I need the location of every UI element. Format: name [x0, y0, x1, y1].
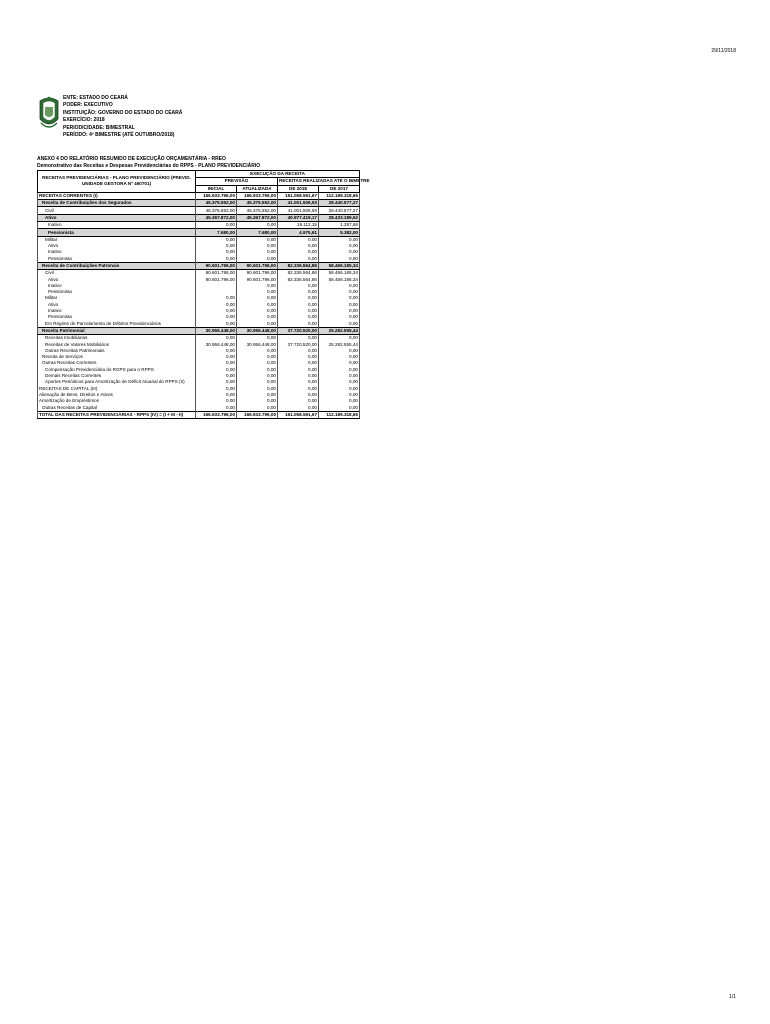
cell-y2018: 0,00: [278, 289, 319, 295]
cell-y2018: 0,00: [278, 386, 319, 392]
table-row: [38, 207, 360, 214]
cell-y2018: 0,00: [278, 308, 319, 314]
cell-inicial: 30.956.448,00: [196, 327, 237, 334]
cell-atualizada: 0,00: [237, 392, 278, 398]
previsao-header: PREVISÃO: [196, 178, 278, 185]
cell-inicial: 90.601.796,00: [196, 276, 237, 282]
periodicidade-label: PERIODICIDADE: BIMESTRAL: [63, 124, 135, 131]
cell-atualizada: 0,00: [237, 289, 278, 295]
row-label: Ativo: [38, 243, 196, 249]
row-label: Pensionista: [38, 289, 196, 295]
cell-atualizada: 45.375.552,00: [237, 200, 278, 207]
cell-inicial: 90.601.796,00: [196, 270, 237, 277]
cell-y2017: 28.440.577,27: [319, 200, 360, 207]
row-label: Ativo: [38, 276, 196, 282]
cell-atualizada: 0,00: [237, 256, 278, 263]
cell-atualizada: 0,00: [237, 308, 278, 314]
cell-y2017: 0,00: [319, 335, 360, 342]
cell-y2018: 0,00: [278, 335, 319, 342]
cell-y2018: 0,00: [278, 295, 319, 301]
cell-y2018: 40.977.419,17: [278, 214, 319, 221]
cell-atualizada: 90.601.796,00: [237, 276, 278, 282]
cell-y2018: 0,00: [278, 249, 319, 255]
col-2017-header: DE 2017: [319, 185, 360, 192]
table-row: [38, 411, 360, 418]
cell-y2017: 0,00: [319, 302, 360, 308]
cell-inicial: 0,00: [196, 379, 237, 385]
cell-atualizada: 0,00: [237, 404, 278, 411]
cell-y2017: 0,00: [319, 379, 360, 385]
cell-inicial: 0,00: [196, 348, 237, 354]
cell-y2017: 0,00: [319, 348, 360, 354]
cell-y2017: 112.189.318,65: [319, 411, 360, 418]
report-header: [63, 95, 182, 139]
cell-y2018: 82.336.564,86: [278, 276, 319, 282]
table-row: [38, 262, 360, 269]
cell-inicial: 0,00: [196, 386, 237, 392]
row-label: Em Regime de Parcelamento de Débitos Previdenciários: [38, 321, 196, 328]
cell-atualizada: 30.956.448,00: [237, 327, 278, 334]
row-label: Receitas de Valores Mobiliários: [38, 341, 196, 347]
cell-atualizada: 0,00: [237, 236, 278, 243]
cell-y2018: 161.058.591,67: [278, 411, 319, 418]
cell-inicial: 0,00: [196, 321, 237, 328]
row-label: Amortização de Empréstimos: [38, 398, 196, 404]
cell-y2017: 0,00: [319, 404, 360, 411]
ente-label: ENTE: ESTADO DO CEARÁ: [63, 95, 128, 101]
cell-y2017: 0,00: [319, 398, 360, 404]
row-label: Aportes Periódicos para Amortização de Déficit Atuarial do RPPS (II): [38, 379, 196, 385]
cell-atualizada: 90.601.796,00: [237, 262, 278, 269]
annex-title: ANEXO 4 DO RELATÓRIO RESUMIDO DE EXECUÇÃO ORÇAMENTÁRIA - RREO: [37, 156, 226, 162]
cell-y2017: 0,00: [319, 295, 360, 301]
cell-y2018: 4.975,61: [278, 229, 319, 236]
row-label: Pensionista: [38, 256, 196, 263]
table-row: [38, 236, 360, 243]
cell-inicial: 0,00: [196, 222, 237, 229]
execucao-header: EXECUÇÃO DA RECEITA: [196, 171, 360, 178]
cell-inicial: 0,00: [196, 360, 237, 366]
cell-y2017: 0,00: [319, 289, 360, 295]
cell-y2018: 0,00: [278, 236, 319, 243]
cell-atualizada: 0,00: [237, 386, 278, 392]
revenue-table: [37, 170, 370, 419]
cell-atualizada: 0,00: [237, 398, 278, 404]
cell-atualizada: 7.680,00: [237, 229, 278, 236]
row-label: RECEITAS CORRENTES (I): [38, 192, 196, 199]
demonstrativo-title: Demonstrativo das Receitas e Despesas Previdenciárias do RPPS - PLANO PREVIDENCIÁRIO: [37, 163, 261, 169]
cell-y2017: 25.282.555,44: [319, 327, 360, 334]
cell-y2018: 0,00: [278, 283, 319, 289]
cell-atualizada: 45.367.872,00: [237, 214, 278, 221]
table-row: [38, 270, 360, 277]
cell-y2017: 0,00: [319, 321, 360, 328]
cell-atualizada: 0,00: [237, 249, 278, 255]
row-label: Inativo: [38, 308, 196, 314]
row-label: Pensionista: [38, 314, 196, 320]
cell-atualizada: 90.601.796,00: [237, 270, 278, 277]
cell-y2017: 25.282.555,44: [319, 341, 360, 347]
cell-y2018: 0,00: [278, 379, 319, 385]
cell-inicial: 0,00: [196, 392, 237, 398]
cell-y2017: 0,00: [319, 392, 360, 398]
cell-atualizada: 0,00: [237, 335, 278, 342]
row-label: Militar: [38, 236, 196, 243]
row-label: Militar: [38, 295, 196, 301]
cell-inicial: 0,00: [196, 236, 237, 243]
cell-atualizada: 0,00: [237, 379, 278, 385]
row-label: Ativo: [38, 302, 196, 308]
cell-y2017: 5.382,00: [319, 229, 360, 236]
table-row: [38, 335, 360, 342]
instituicao-label: INSTITUIÇÃO: GOVERNO DO ESTADO DO CEARÁ: [63, 109, 183, 116]
cell-y2018: 37.720.520,00: [278, 341, 319, 347]
row-label: Receita de Serviços: [38, 354, 196, 360]
cell-inicial: 45.375.552,00: [196, 207, 237, 214]
cell-inicial: 0,00: [196, 354, 237, 360]
cell-inicial: 30.956.448,00: [196, 341, 237, 347]
table-row: [38, 404, 360, 411]
cell-inicial: 0,00: [196, 249, 237, 255]
cell-atualizada: 166.933.796,00: [237, 411, 278, 418]
cell-y2018: 19.112,15: [278, 222, 319, 229]
cell-atualizada: 0,00: [237, 222, 278, 229]
cell-inicial: 90.601.796,00: [196, 262, 237, 269]
cell-y2018: 0,00: [278, 256, 319, 263]
cell-atualizada: 0,00: [237, 360, 278, 366]
cell-inicial: 0,00: [196, 373, 237, 379]
cell-y2018: 161.058.591,67: [278, 192, 319, 199]
row-label: Inativo: [38, 283, 196, 289]
cell-y2018: 41.001.506,93: [278, 207, 319, 214]
exercicio-label: EXERCÍCIO: 2018: [63, 117, 105, 124]
cell-inicial: 0,00: [196, 243, 237, 249]
cell-atualizada: 0,00: [237, 295, 278, 301]
table-row: [38, 229, 360, 236]
col-atualizada-header: ATUALIZADA: [237, 185, 278, 192]
cell-y2017: 0,00: [319, 236, 360, 243]
row-label: RECEITAS DE CAPITAL (III): [38, 386, 196, 392]
cell-atualizada: 0,00: [237, 367, 278, 373]
cell-y2017: 28.440.577,27: [319, 207, 360, 214]
cell-atualizada: 0,00: [237, 348, 278, 354]
cell-y2018: 0,00: [278, 360, 319, 366]
cell-inicial: 166.933.796,00: [196, 192, 237, 199]
row-header: RECEITAS PREVIDENCIÁRIAS - PLANO PREVIDENCIÁRIO (PREVID. UNIDADE GESTORA Nº 460701): [38, 171, 196, 193]
ceara-coat-of-arms-logo: [38, 93, 60, 131]
cell-y2017: 0,00: [319, 243, 360, 249]
table-body: [38, 192, 360, 418]
cell-inicial: 0,00: [196, 295, 237, 301]
row-label: Outras Receitas de Capital: [38, 404, 196, 411]
row-label: Receita de Contribuições dos Segurados: [38, 200, 196, 207]
table-row: [38, 321, 360, 328]
periodo-label: PERÍODO: 4º BIMESTRE (ATÉ OUTUBRO/2018): [63, 132, 175, 139]
cell-atualizada: 0,00: [237, 354, 278, 360]
row-label: Ativo: [38, 214, 196, 221]
cell-y2018: 0,00: [278, 354, 319, 360]
cell-inicial: 0,00: [196, 314, 237, 320]
cell-inicial: 45.367.872,00: [196, 214, 237, 221]
cell-y2018: 0,00: [278, 243, 319, 249]
row-label: Outras Receitas Correntes: [38, 360, 196, 366]
cell-inicial: 0,00: [196, 308, 237, 314]
cell-y2017: 0,00: [319, 386, 360, 392]
cell-y2017: 58.466.185,34: [319, 276, 360, 282]
cell-y2017: 28.433.189,62: [319, 214, 360, 221]
cell-y2018: 0,00: [278, 314, 319, 320]
col-2018-header: DE 2018: [278, 185, 319, 192]
row-label: Civil: [38, 207, 196, 214]
cell-y2017: 1.257,68: [319, 222, 360, 229]
cell-inicial: 0,00: [196, 404, 237, 411]
cell-y2017: 0,00: [319, 373, 360, 379]
cell-y2018: 0,00: [278, 373, 319, 379]
cell-atualizada: 0,00: [237, 321, 278, 328]
cell-y2017: 0,00: [319, 308, 360, 314]
table-row: [38, 214, 360, 221]
table-row: [38, 327, 360, 334]
col-inicial-header: INICIAL: [196, 185, 237, 192]
cell-inicial: 0,00: [196, 398, 237, 404]
cell-y2017: 0,00: [319, 354, 360, 360]
cell-atualizada: 0,00: [237, 302, 278, 308]
cell-y2017: 0,00: [319, 249, 360, 255]
cell-y2017: 112.189.318,65: [319, 192, 360, 199]
table-row: [38, 256, 360, 263]
table-row: [38, 192, 360, 199]
cell-atualizada: 0,00: [237, 314, 278, 320]
print-date: 29/11/2018: [711, 48, 736, 54]
row-label: Pensionista: [38, 229, 196, 236]
row-label: Compensação Previdenciária do RGPS para o RPPS: [38, 367, 196, 373]
row-label: Demais Receitas Correntes: [38, 373, 196, 379]
cell-y2017: 58.466.185,34: [319, 270, 360, 277]
cell-atualizada: 30.956.448,00: [237, 341, 278, 347]
cell-y2017: 0,00: [319, 256, 360, 263]
realizadas-header: RECEITAS REALIZADAS ATÉ O BIMETRE: [279, 178, 370, 184]
row-label: Alienação de Bens, Direitos e Ativos: [38, 392, 196, 398]
row-label: Outras Receitas Patrimoniais: [38, 348, 196, 354]
row-label: Civil: [38, 270, 196, 277]
row-label: Receita de Contribuições Patronais: [38, 262, 196, 269]
cell-y2017: 0,00: [319, 283, 360, 289]
cell-inicial: 0,00: [196, 256, 237, 263]
row-label: Inativo: [38, 249, 196, 255]
cell-inicial: 0,00: [196, 335, 237, 342]
row-label: Receita Patrimonial: [38, 327, 196, 334]
row-label: TOTAL DAS RECEITAS PREVIDENCIÁRIAS - RPPS (IV) = (I + III - II): [38, 411, 196, 418]
row-label: Inativo: [38, 222, 196, 229]
cell-y2017: 0,00: [319, 367, 360, 373]
cell-inicial: 0,00: [196, 367, 237, 373]
cell-atualizada: 0,00: [237, 373, 278, 379]
page-number: 1/1: [729, 994, 736, 1000]
cell-inicial: 0,00: [196, 302, 237, 308]
cell-y2018: 0,00: [278, 302, 319, 308]
cell-atualizada: 0,00: [237, 243, 278, 249]
cell-inicial: 166.933.796,00: [196, 411, 237, 418]
cell-atualizada: 45.375.552,00: [237, 207, 278, 214]
cell-atualizada: 0,00: [237, 283, 278, 289]
cell-y2018: 0,00: [278, 367, 319, 373]
cell-y2018: 0,00: [278, 392, 319, 398]
table-row: [38, 200, 360, 207]
cell-y2018: 41.001.506,93: [278, 200, 319, 207]
cell-inicial: 7.680,00: [196, 229, 237, 236]
cell-y2018: 0,00: [278, 398, 319, 404]
cell-y2018: 37.720.520,00: [278, 327, 319, 334]
cell-y2017: 0,00: [319, 360, 360, 366]
cell-y2018: 0,00: [278, 348, 319, 354]
row-label: Receitas Imobiliárias: [38, 335, 196, 342]
cell-y2018: 0,00: [278, 404, 319, 411]
cell-y2017: 0,00: [319, 314, 360, 320]
cell-y2018: 0,00: [278, 321, 319, 328]
cell-y2017: 58.466.185,34: [319, 262, 360, 269]
cell-y2018: 82.336.564,86: [278, 270, 319, 277]
table-row: [38, 222, 360, 229]
cell-y2018: 82.336.564,86: [278, 262, 319, 269]
cell-inicial: 45.375.552,00: [196, 200, 237, 207]
cell-atualizada: 166.933.796,00: [237, 192, 278, 199]
poder-label: PODER: EXECUTIVO: [63, 102, 113, 109]
